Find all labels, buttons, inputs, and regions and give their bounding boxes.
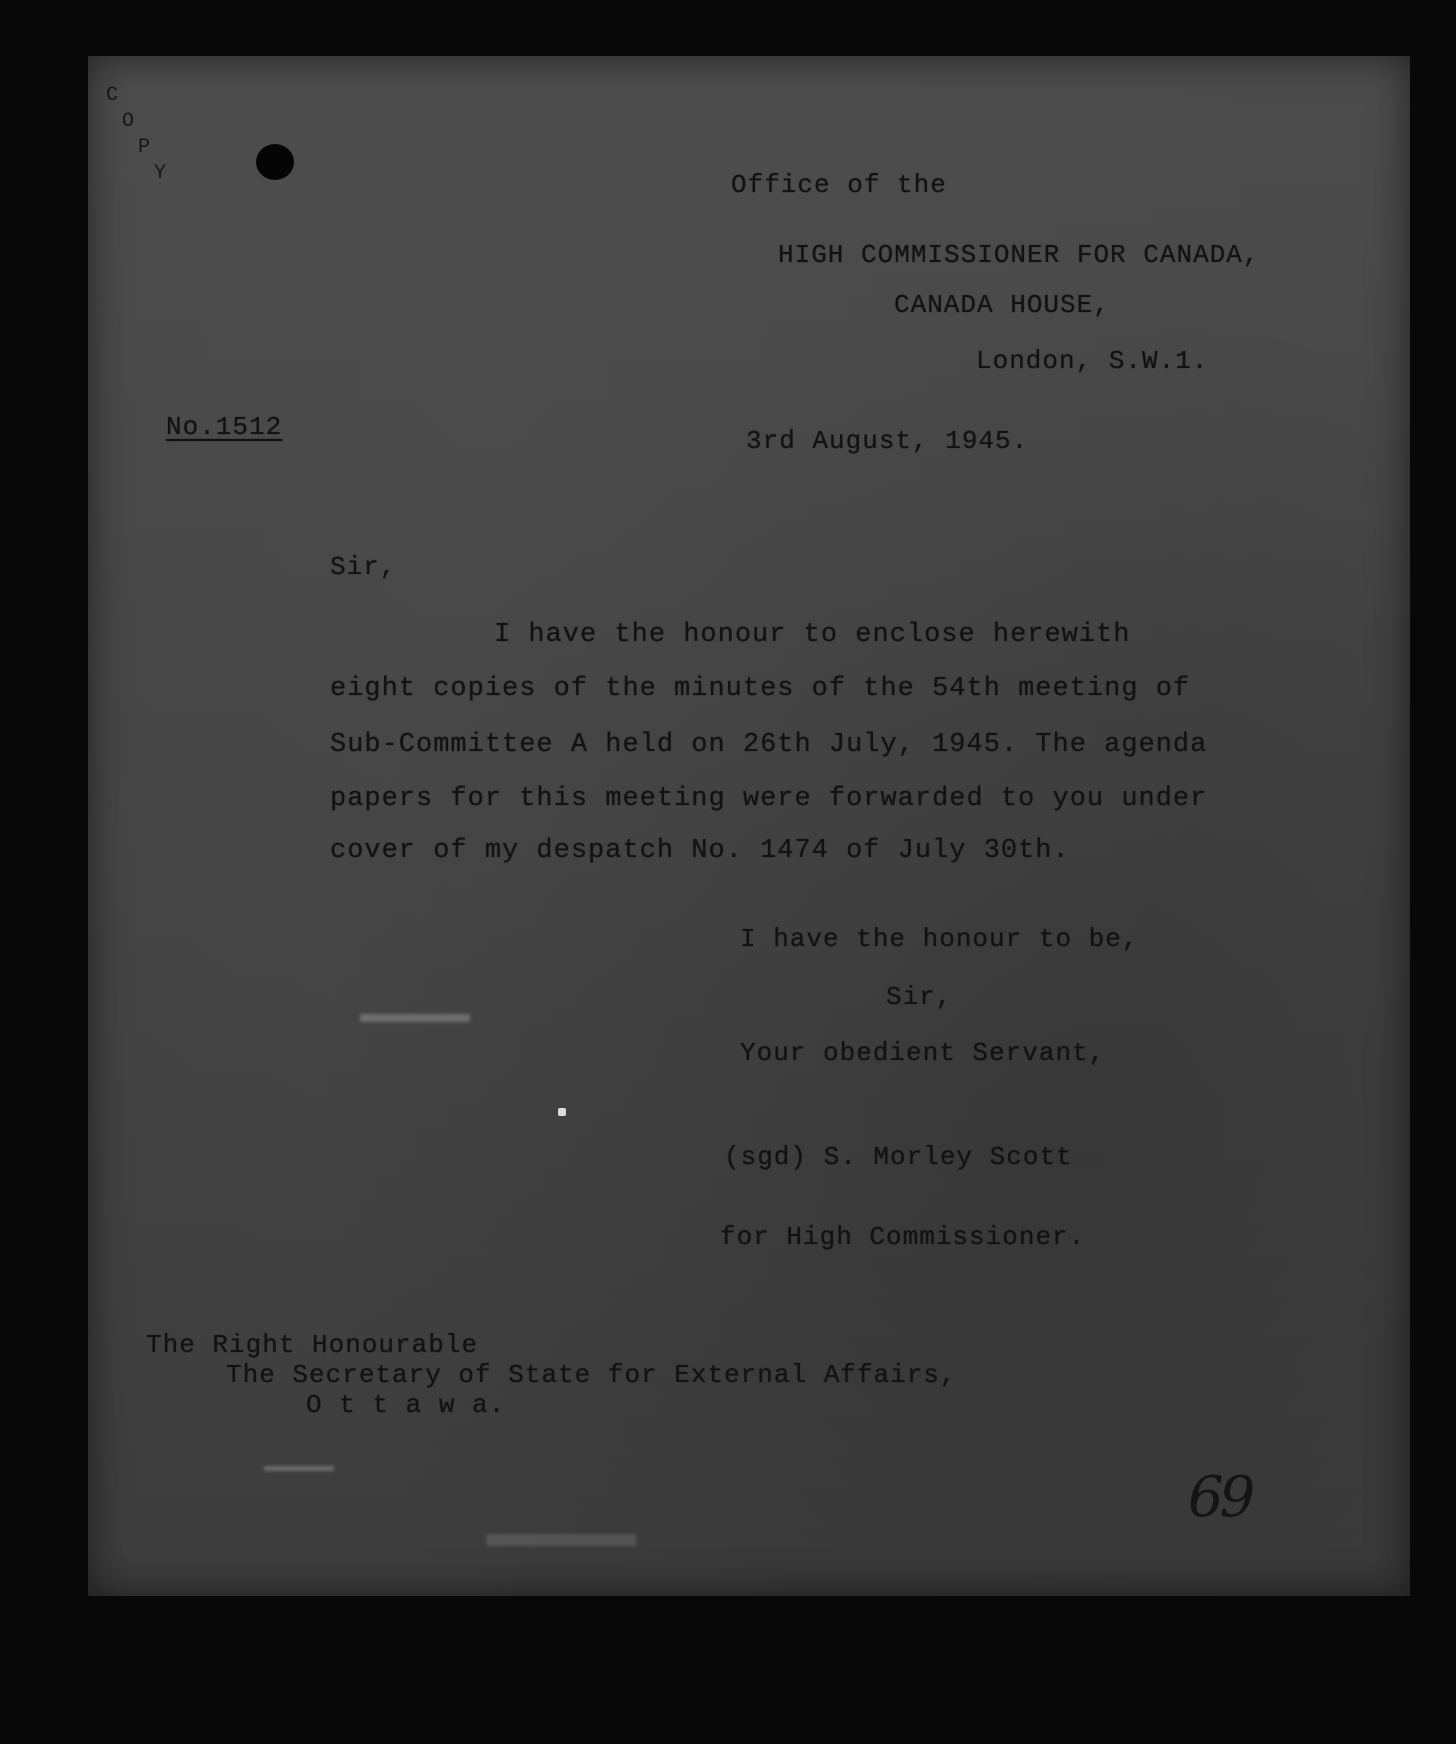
signature-role: for High Commissioner. <box>720 1222 1086 1252</box>
copy-mark-c: C <box>106 84 119 107</box>
ink-smudge <box>360 1014 470 1022</box>
letter-date: 3rd August, 1945. <box>746 426 1029 456</box>
ink-smudge <box>264 1466 334 1471</box>
addressee-line-1: The Right Honourable <box>146 1330 479 1360</box>
handwritten-page-number: 69 <box>1188 1465 1252 1530</box>
closing-line-3: Your obedient Servant, <box>740 1038 1106 1068</box>
letterhead-line-1: Office of the <box>731 170 947 200</box>
body-line-5: cover of my despatch No. 1474 of July 30th. <box>330 836 1070 866</box>
body-line-1: I have the honour to enclose herewith <box>494 620 1131 650</box>
reference-number: No.1512 <box>166 412 283 442</box>
letterhead-line-2: HIGH COMMISSIONER FOR CANADA, <box>778 240 1260 270</box>
signature: (sgd) S. Morley Scott <box>724 1142 1073 1172</box>
addressee-line-2: The Secretary of State for External Affairs, <box>226 1360 957 1390</box>
letterhead-line-4: London, S.W.1. <box>976 346 1209 376</box>
addressee-line-3: O t t a w a. <box>306 1390 506 1420</box>
closing-line-2: Sir, <box>886 982 953 1012</box>
body-line-3: Sub-Committee A held on 26th July, 1945. The agenda <box>330 730 1208 760</box>
closing-line-1: I have the honour to be, <box>740 924 1139 954</box>
copy-mark-o: O <box>122 110 135 133</box>
punch-hole <box>256 144 294 180</box>
body-line-2: eight copies of the minutes of the 54th meeting of <box>330 674 1191 704</box>
letterhead-line-3: CANADA HOUSE, <box>894 290 1110 320</box>
body-line-4: papers for this meeting were forwarded to you under <box>330 784 1208 814</box>
copy-mark-p: P <box>138 136 151 159</box>
ink-smudge <box>486 1534 636 1546</box>
salutation: Sir, <box>330 552 397 582</box>
dust-speck <box>558 1108 566 1116</box>
copy-mark-y: Y <box>154 162 167 185</box>
paper-sheet <box>88 56 1410 1596</box>
